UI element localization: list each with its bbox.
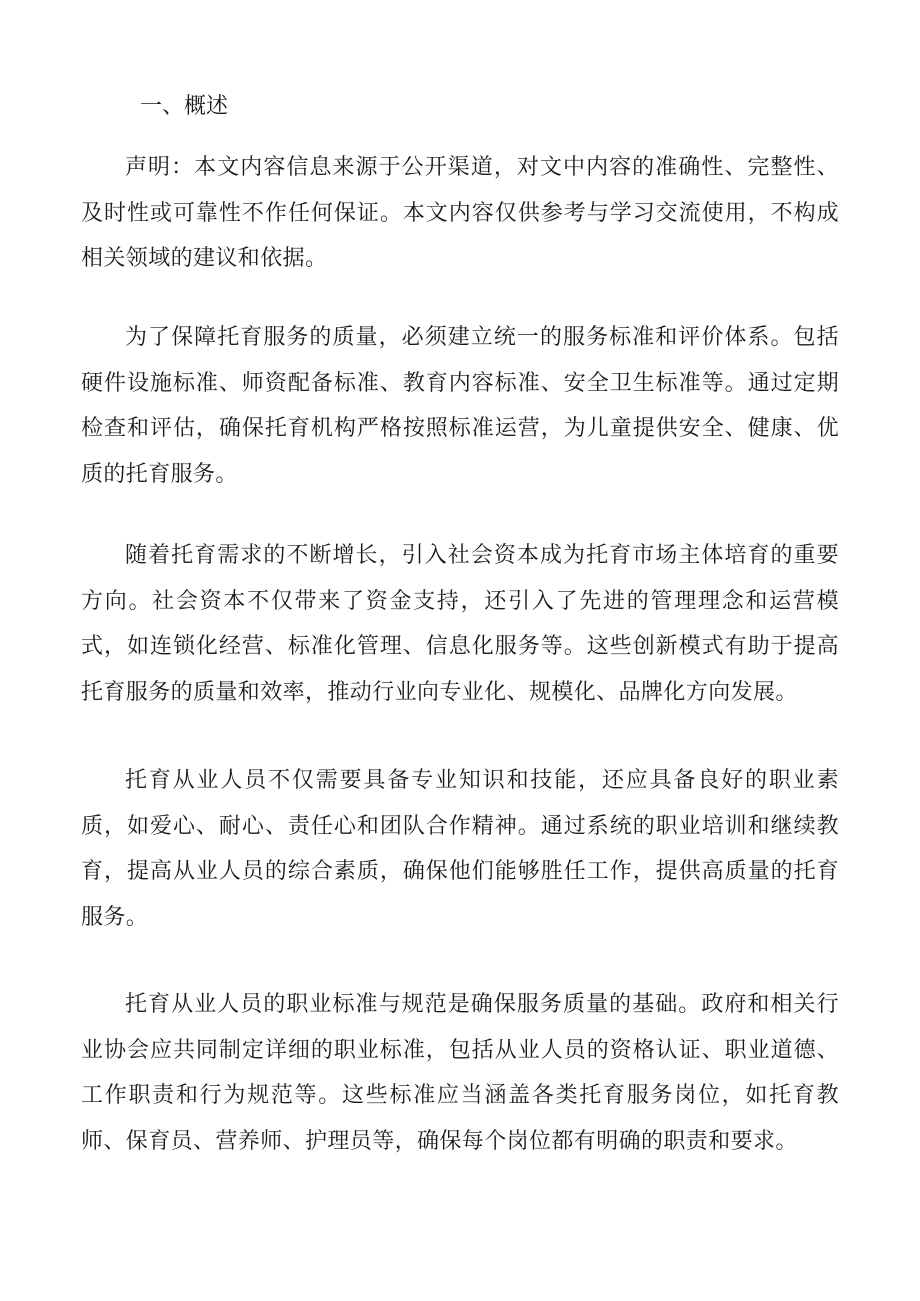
body-paragraph: 托育从业人员不仅需要具备专业知识和技能，还应具备良好的职业素质，如爱心、耐心、责任心和团队合作精神。通过系统的职业培训和继续教育，提高从业人员的综合素质，确保他们能够胜任工作，提供高质量的托育服务。 bbox=[81, 768, 839, 930]
body-paragraph: 为了保障托育服务的质量，必须建立统一的服务标准和评价体系。包括硬件设施标准、师资配备标准、教育内容标准、安全卫生标准等。通过定期检查和评估，确保托育机构严格按照标准运营，为儿童提供安全、健康、优质的托育服务。 bbox=[81, 325, 839, 487]
section-heading: 一、概述 bbox=[140, 94, 229, 119]
disclaimer-paragraph: 声明：本文内容信息来源于公开渠道，对文中内容的准确性、完整性、及时性或可靠性不作任何保证。本文内容仅供参考与学习交流使用，不构成相关领域的建议和依据。 bbox=[81, 155, 839, 271]
body-paragraph: 随着托育需求的不断增长，引入社会资本成为托育市场主体培育的重要方向。社会资本不仅带来了资金支持，还引入了先进的管理理念和运营模式，如连锁化经营、标准化管理、信息化服务等。这些创新模式有助于提高托育服务的质量和效率，推动行业向专业化、规模化、品牌化方向发展。 bbox=[81, 543, 839, 705]
body-paragraph: 托育从业人员的职业标准与规范是确保服务质量的基础。政府和相关行业协会应共同制定详细的职业标准，包括从业人员的资格认证、职业道德、工作职责和行为规范等。这些标准应当涵盖各类托育服务岗位，如托育教师、保育员、营养师、护理员等，确保每个岗位都有明确的职责和要求。 bbox=[81, 992, 839, 1154]
